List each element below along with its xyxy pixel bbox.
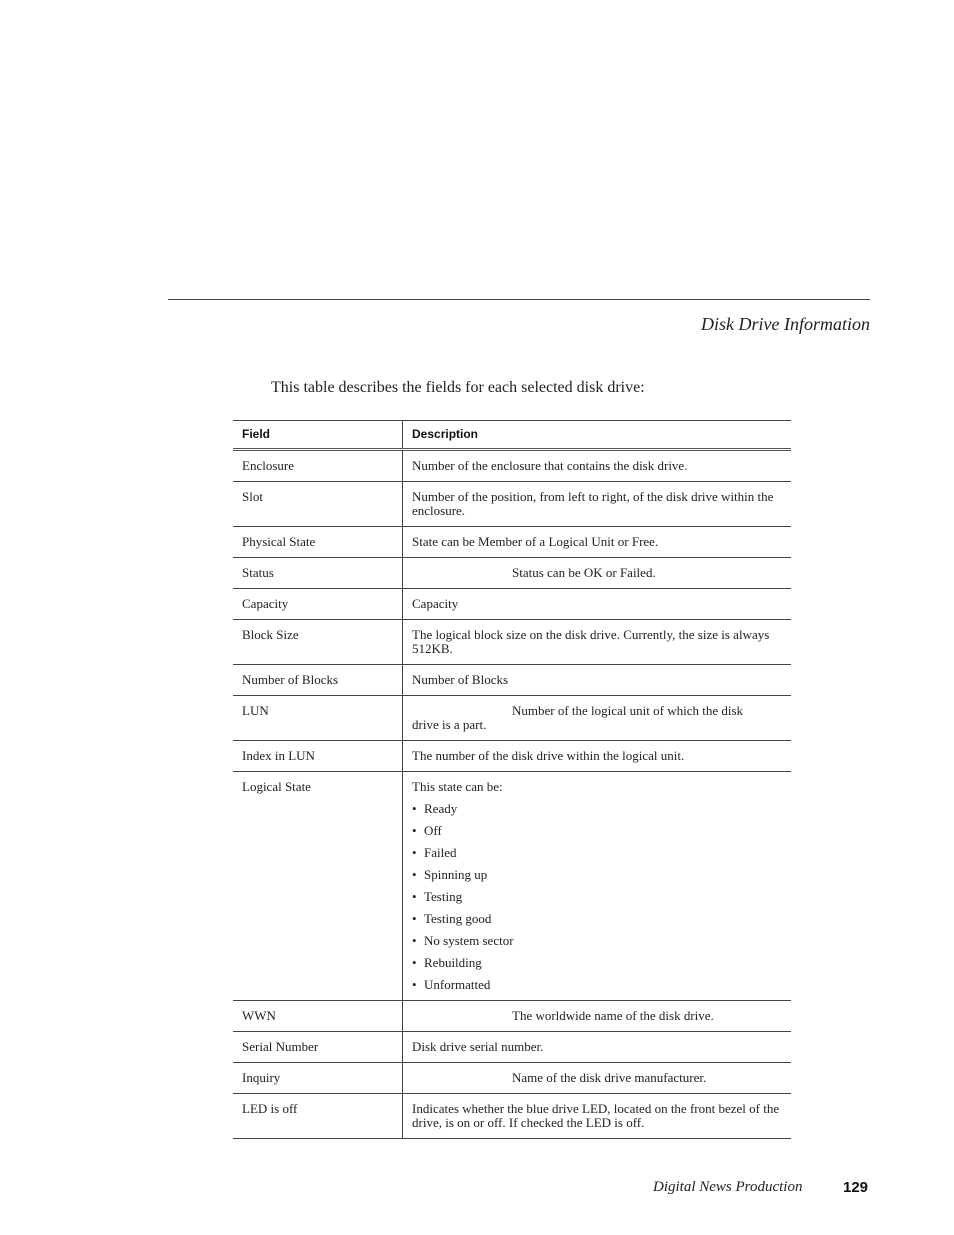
description-text: Number of the logical unit of which the disk [512,703,744,718]
section-title: Disk Drive Information [701,314,870,334]
table-row [233,696,791,741]
description-cell: The logical block size on the disk drive. Currently, the size is always 512KB. [412,627,770,656]
footer-title: Digital News Production [653,1179,803,1195]
header-rule [168,299,870,300]
list-item-text: No system sector [424,933,514,948]
bullet-icon: • [412,977,417,992]
description-cell [403,1063,791,1093]
description-text-continued: drive is a part. [412,717,487,732]
table-row [233,772,791,1001]
field-cell: Number of Blocks [233,665,403,695]
table-row [233,589,791,620]
field-cell: Logical State [233,772,403,1000]
field-cell: Status [233,558,403,588]
list-item [412,802,783,816]
field-cell: LED is off [233,1094,403,1138]
description-text: The worldwide name of the disk drive. [512,1008,714,1023]
list-item [412,934,783,948]
bullet-icon: • [412,823,417,838]
table-row [233,1094,791,1139]
table-row [233,665,791,696]
header-description: Description [412,427,479,441]
list-item-text: Testing [424,889,463,904]
table-row [233,482,791,527]
list-item [412,978,783,992]
field-cell: Enclosure [233,451,403,481]
header-field: Field [233,421,403,448]
field-cell: Serial Number [233,1032,403,1062]
field-cell: Capacity [233,589,403,619]
table-row [233,558,791,589]
field-cell: Inquiry [233,1063,403,1093]
bullet-icon: • [412,889,417,904]
field-cell: WWN [233,1001,403,1031]
table-row [233,1001,791,1032]
table-row [233,527,791,558]
list-item [412,846,783,860]
list-item [412,868,783,882]
field-cell: Index in LUN [233,741,403,771]
description-cell: Number of the position, from left to right, of the disk drive within the enclosure. [412,489,774,518]
bullet-icon: • [412,845,417,860]
bullet-icon: • [412,933,417,948]
description-cell [403,772,791,1000]
field-cell: Block Size [233,620,403,664]
field-cell: Slot [233,482,403,526]
list-item-text: Unformatted [424,977,491,992]
description-cell [403,1001,791,1031]
description-cell: Number of Blocks [412,672,509,687]
description-cell: Indicates whether the blue drive LED, located on the front bezel of the drive, is on or off. If checked the LED is off. [412,1101,780,1130]
bullet-icon: • [412,801,417,816]
table-header [233,421,791,451]
list-item [412,956,783,970]
description-cell: Disk drive serial number. [412,1039,544,1054]
table-row [233,741,791,772]
list-item [412,890,783,904]
list-item-text: Ready [424,801,458,816]
intro-text: This table describes the fields for each selected disk drive: [271,379,645,396]
table-row [233,620,791,665]
table-row [233,1063,791,1094]
list-item-text: Testing good [424,911,492,926]
list-item [412,824,783,838]
field-cell: LUN [233,696,403,740]
field-cell: Physical State [233,527,403,557]
description-text: This state can be: [412,779,503,794]
bullet-icon: • [412,867,417,882]
page-number: 129 [843,1179,869,1196]
description-cell: The number of the disk drive within the logical unit. [412,748,685,763]
description-cell: State can be Member of a Logical Unit or Free. [412,534,659,549]
fields-table [233,420,791,1139]
description-text: Name of the disk drive manufacturer. [512,1070,707,1085]
table-row [233,451,791,482]
description-cell: Number of the enclosure that contains the disk drive. [412,458,688,473]
description-cell [403,558,791,588]
logical-state-list [412,802,783,992]
bullet-icon: • [412,955,417,970]
list-item-text: Off [424,823,442,838]
list-item [412,912,783,926]
list-item-text: Failed [424,845,457,860]
list-item-text: Rebuilding [424,955,482,970]
table-row [233,1032,791,1063]
list-item-text: Spinning up [424,867,488,882]
description-cell [403,696,791,740]
description-text: Status can be OK or Failed. [512,565,656,580]
bullet-icon: • [412,911,417,926]
description-cell: Capacity [412,596,459,611]
